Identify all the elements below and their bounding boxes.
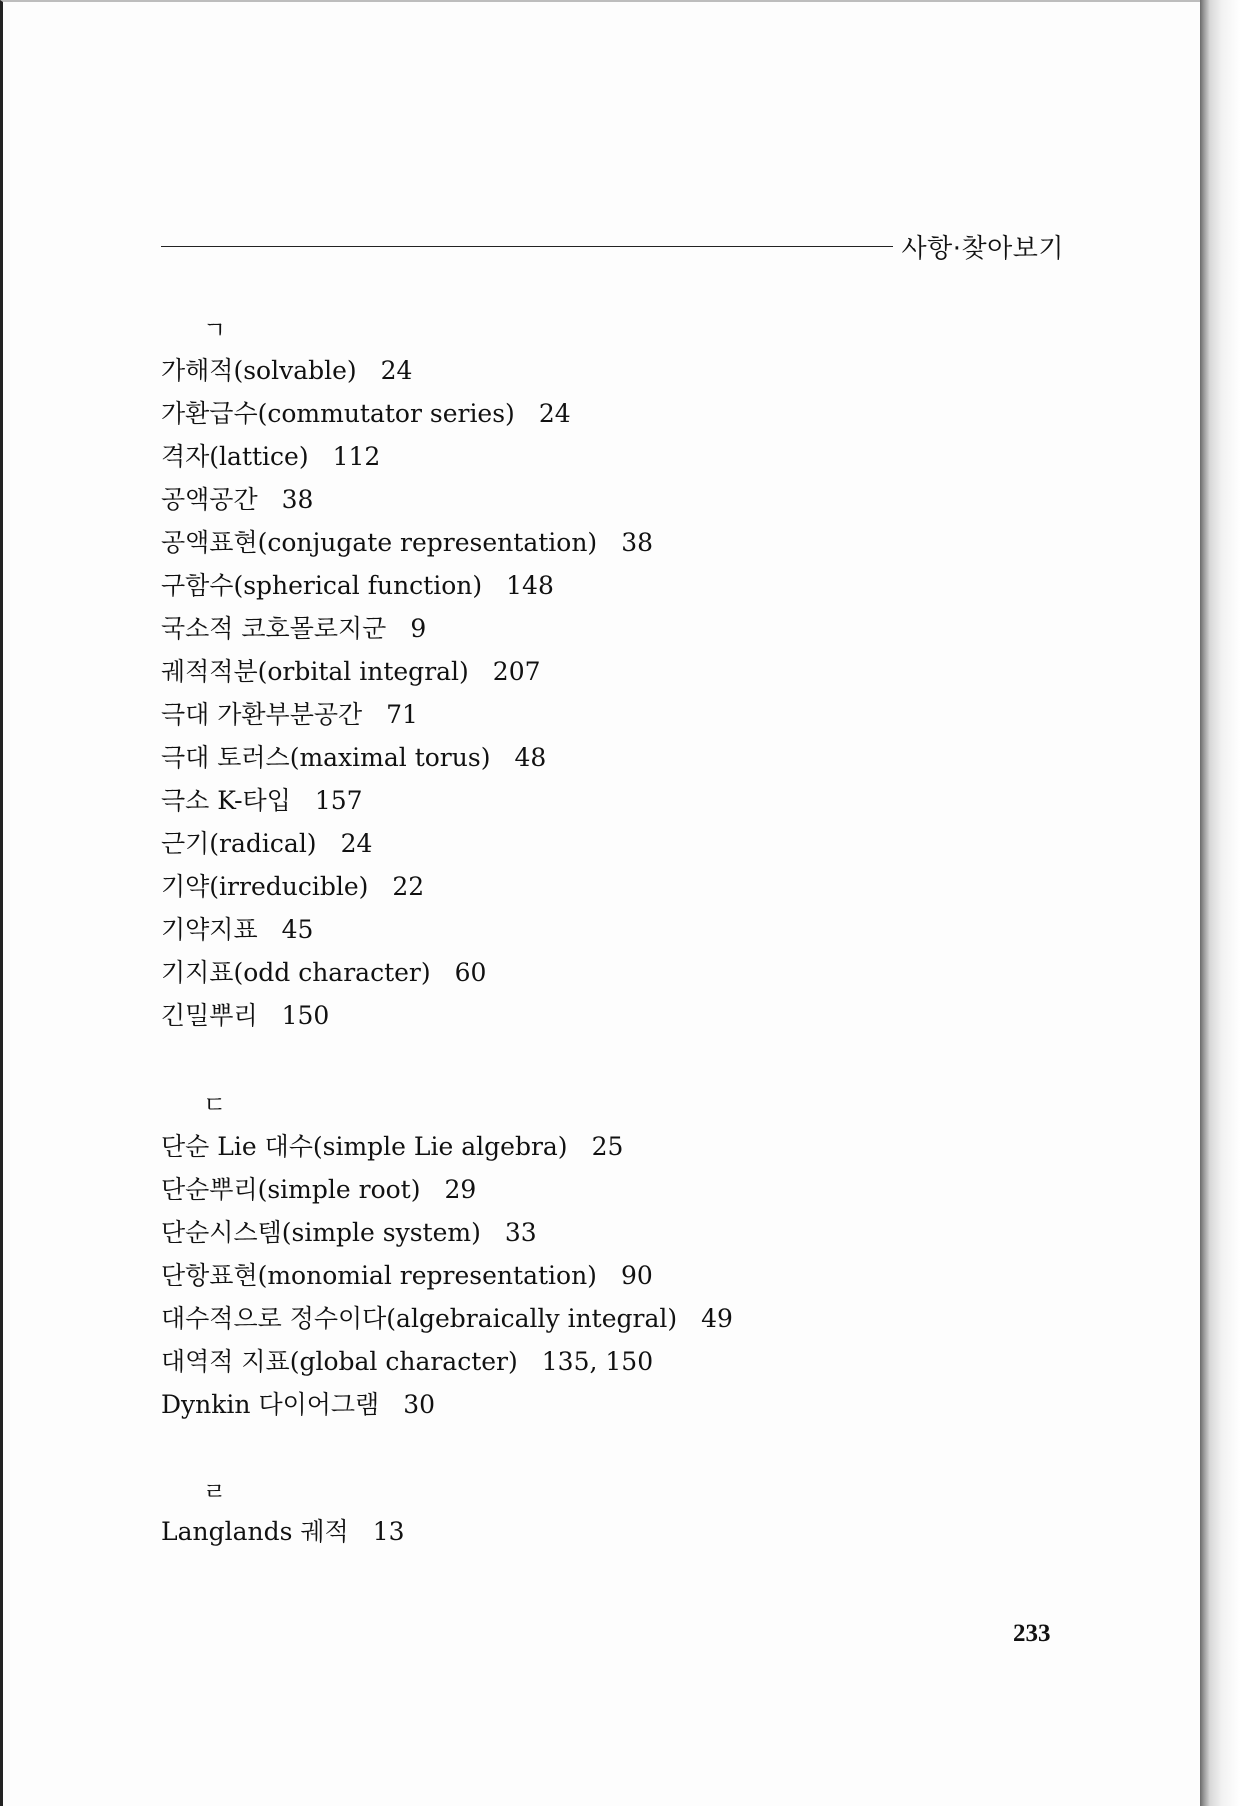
entry-pages: 148 <box>506 571 554 600</box>
index-entry <box>161 442 380 472</box>
entry-pages: 9 <box>410 614 427 643</box>
index-entry <box>161 743 546 773</box>
index-entry <box>161 700 418 730</box>
index-entry <box>161 1304 733 1334</box>
index-entry <box>161 958 486 988</box>
entry-pages: 13 <box>372 1517 405 1546</box>
index-entry <box>161 786 363 816</box>
index-entry <box>161 1347 653 1377</box>
page-edge-shadow <box>1200 0 1257 1806</box>
index-entry <box>161 657 541 687</box>
entry-term: 대수적으로 정수이다(algebraically integral) <box>161 1304 678 1333</box>
index-entry <box>161 1132 623 1162</box>
header-title: 사항·찾아보기 <box>901 234 1064 264</box>
entry-term: 공액공간 <box>161 485 258 514</box>
entry-pages: 45 <box>281 915 314 944</box>
entry-term: 가해적(solvable) <box>161 356 357 385</box>
entry-term: 극대 토러스(maximal torus) <box>161 743 491 772</box>
entry-term: Langlands 궤적 <box>161 1517 349 1546</box>
entry-pages: 38 <box>281 485 314 514</box>
index-entry <box>161 571 554 601</box>
entry-term: 격자(lattice) <box>161 442 309 471</box>
index-entry <box>161 829 372 859</box>
entry-term: 근기(radical) <box>161 829 317 858</box>
entry-pages: 150 <box>281 1001 330 1030</box>
entry-term: 국소적 코호몰로지군 <box>161 614 387 643</box>
entry-pages: 71 <box>386 700 418 729</box>
entry-term: 궤적적분(orbital integral) <box>161 657 469 686</box>
entry-term: 극소 K-타입 <box>161 786 291 815</box>
page-number: 233 <box>1013 1620 1051 1647</box>
entry-term: 긴밀뿌리 <box>161 1001 258 1030</box>
index-entry <box>161 399 571 429</box>
index-entry <box>161 1175 476 1205</box>
entry-term: 단순 Lie 대수(simple Lie algebra) <box>161 1132 568 1161</box>
index-entry <box>161 1390 435 1420</box>
entry-pages: 60 <box>454 958 487 987</box>
index-entry <box>161 485 313 515</box>
index-entry <box>161 915 313 945</box>
entry-term: 구함수(spherical function) <box>161 571 483 600</box>
index-entry <box>161 528 653 558</box>
entry-pages: 38 <box>621 528 653 557</box>
index-entry <box>161 1001 329 1031</box>
index-entry <box>161 614 426 644</box>
entry-pages: 24 <box>538 399 571 428</box>
section-letter-rieul: ㄹ <box>203 1478 227 1506</box>
entry-term: 공액표현(conjugate representation) <box>161 528 598 557</box>
entry-pages: 135, 150 <box>541 1347 654 1376</box>
entry-pages: 207 <box>492 657 541 686</box>
entry-pages: 48 <box>514 743 547 772</box>
section-letter-digeut: ㄷ <box>203 1091 227 1119</box>
entry-pages: 90 <box>620 1261 653 1290</box>
entry-term: 단순시스템(simple system) <box>161 1218 481 1247</box>
entry-term: 기지표(odd character) <box>161 958 431 987</box>
entry-pages: 24 <box>340 829 373 858</box>
index-entry <box>161 356 412 386</box>
index-entry <box>161 1517 405 1547</box>
running-header <box>161 226 1064 266</box>
entry-pages: 22 <box>392 872 425 901</box>
entry-pages: 112 <box>332 442 381 471</box>
entry-term: 단항표현(monomial representation) <box>161 1261 597 1290</box>
entry-pages: 25 <box>591 1132 624 1161</box>
entry-pages: 29 <box>444 1175 477 1204</box>
index-entry <box>161 1261 653 1291</box>
index-entry <box>161 872 424 902</box>
header-rule <box>161 246 893 247</box>
entry-pages: 157 <box>314 786 363 815</box>
entry-term: 대역적 지표(global character) <box>161 1347 518 1376</box>
entry-pages: 24 <box>380 356 413 385</box>
entry-pages: 30 <box>403 1390 436 1419</box>
entry-term: 가환급수(commutator series) <box>161 399 515 428</box>
entry-term: 기약지표 <box>161 915 258 944</box>
entry-pages: 49 <box>701 1304 733 1333</box>
entry-term: Dynkin 다이어그램 <box>161 1390 380 1419</box>
entry-term: 단순뿌리(simple root) <box>161 1175 421 1204</box>
section-letter-giyeok: ㄱ <box>203 316 227 344</box>
entry-pages: 33 <box>504 1218 537 1247</box>
entry-term: 극대 가환부분공간 <box>161 700 363 729</box>
index-entry <box>161 1218 537 1248</box>
entry-term: 기약(irreducible) <box>161 872 369 901</box>
